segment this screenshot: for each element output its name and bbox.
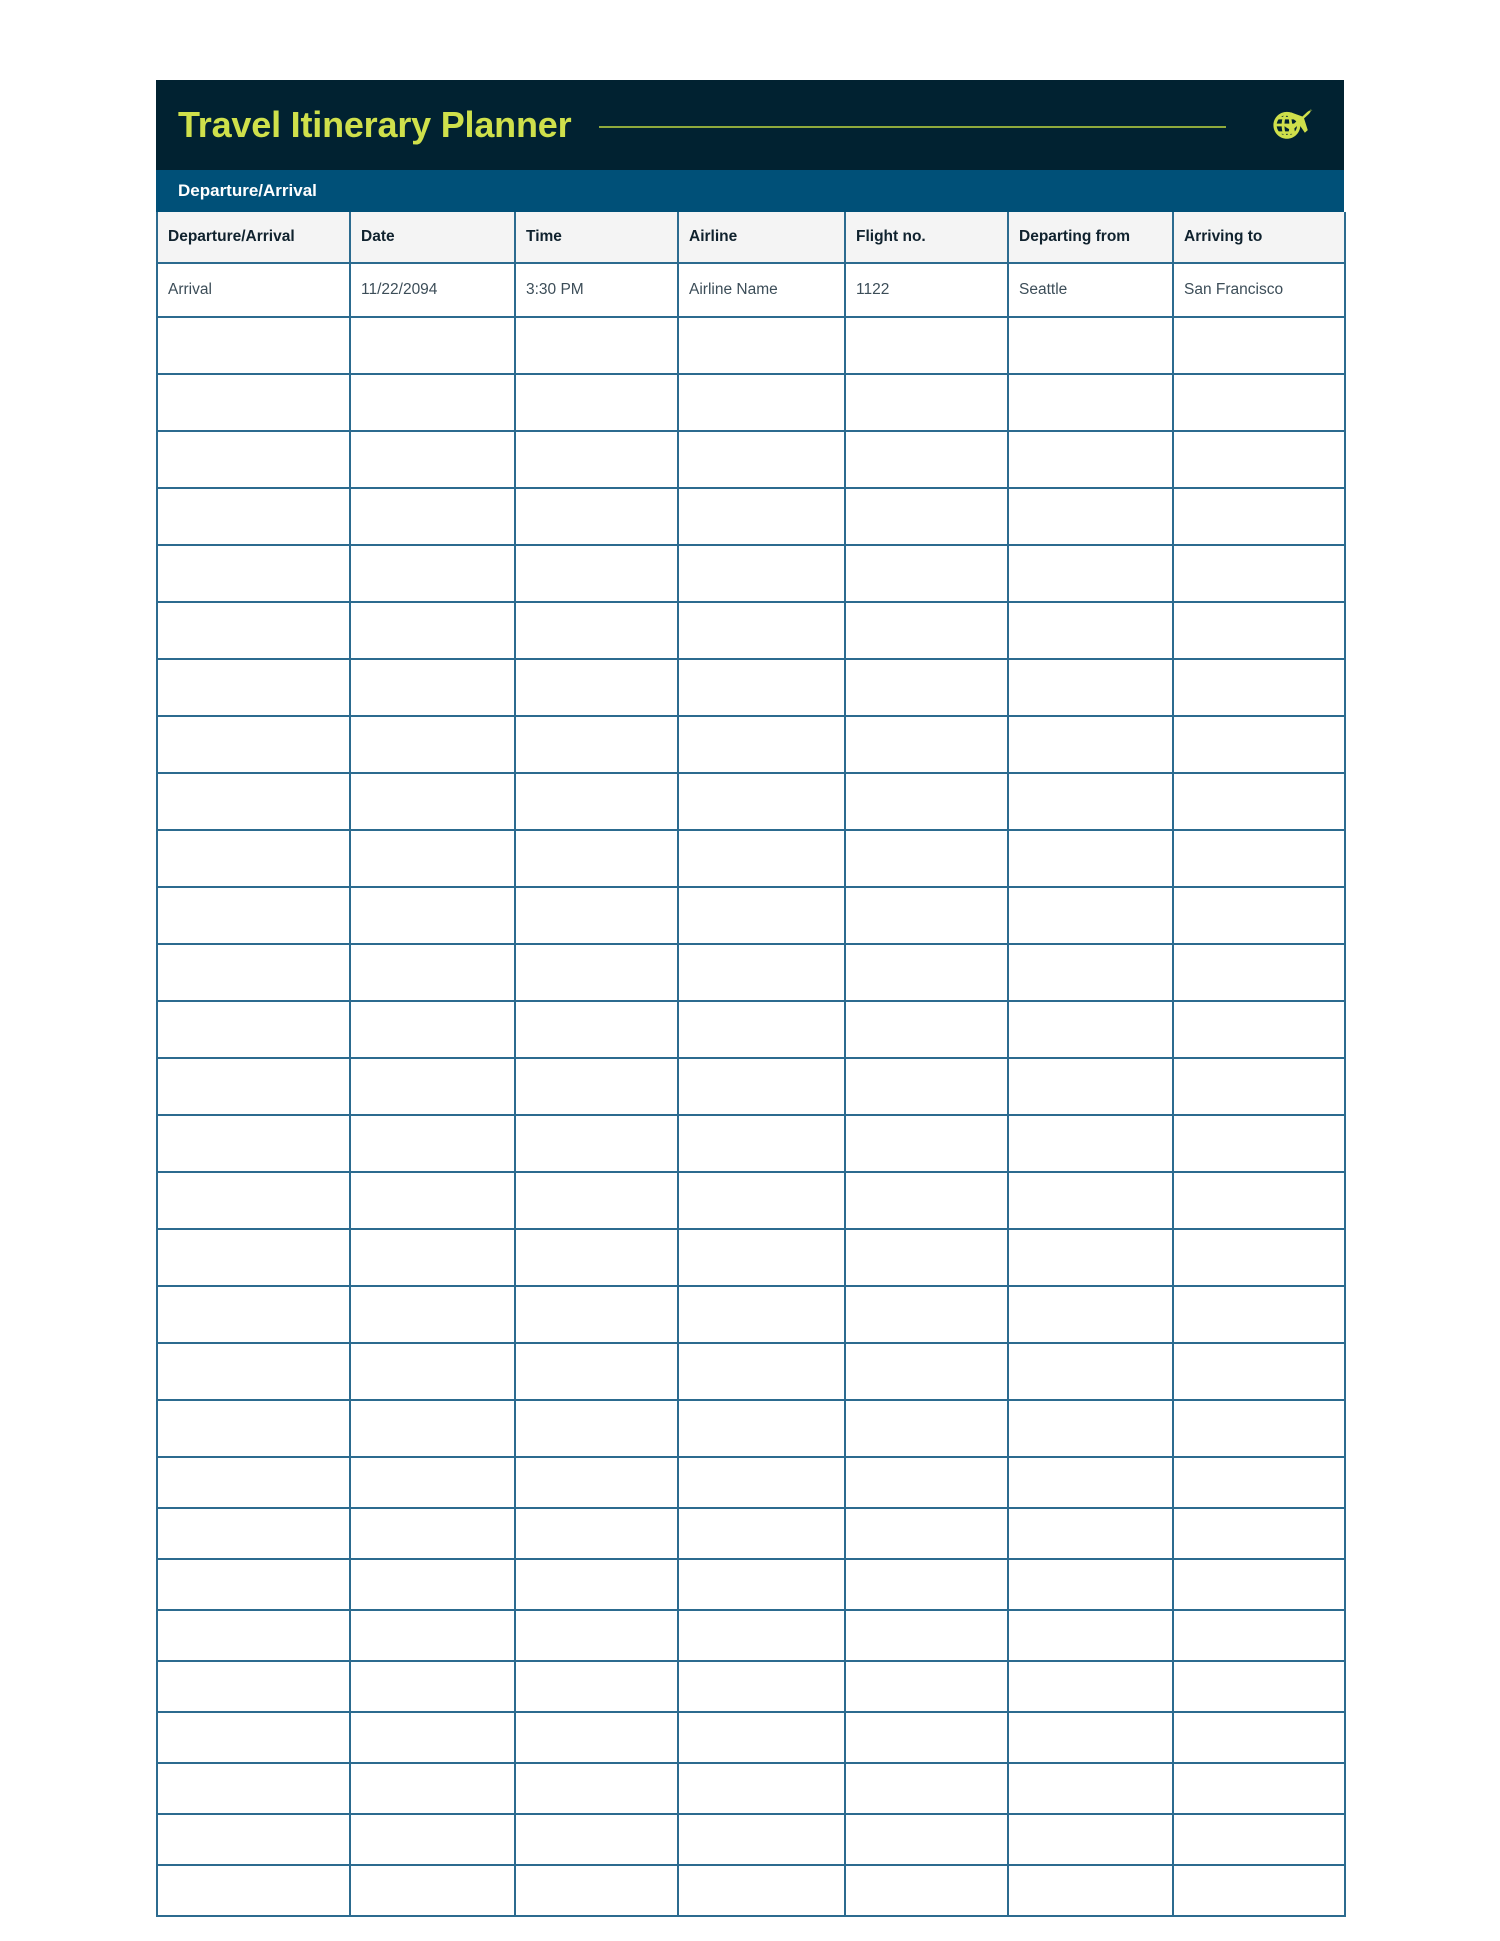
cell-empty[interactable] xyxy=(1008,545,1173,602)
table-row-empty[interactable] xyxy=(157,1763,1345,1814)
cell-empty[interactable] xyxy=(350,1172,515,1229)
cell-empty[interactable] xyxy=(515,1229,678,1286)
column-header-airline: Airline xyxy=(678,212,845,263)
cell-empty[interactable] xyxy=(678,659,845,716)
cell-empty[interactable] xyxy=(1008,887,1173,944)
cell-empty[interactable] xyxy=(515,659,678,716)
cell-empty[interactable] xyxy=(1173,1559,1345,1610)
table-row-empty[interactable] xyxy=(157,1001,1345,1058)
cell-empty[interactable] xyxy=(678,1814,845,1865)
table-row-empty[interactable] xyxy=(157,602,1345,659)
cell-empty[interactable] xyxy=(157,602,350,659)
cell-empty[interactable] xyxy=(845,773,1008,830)
cell-empty[interactable] xyxy=(157,1286,350,1343)
cell-empty[interactable] xyxy=(350,1712,515,1763)
cell-empty[interactable] xyxy=(515,602,678,659)
cell-empty[interactable] xyxy=(1008,1865,1173,1916)
cell-empty[interactable] xyxy=(678,317,845,374)
cell-empty[interactable] xyxy=(157,1400,350,1457)
cell-empty[interactable] xyxy=(845,1559,1008,1610)
cell-empty[interactable] xyxy=(1008,1712,1173,1763)
cell-empty[interactable] xyxy=(515,431,678,488)
cell-empty[interactable] xyxy=(678,1229,845,1286)
table-row-empty[interactable] xyxy=(157,1058,1345,1115)
table-row-empty[interactable] xyxy=(157,1457,1345,1508)
cell-empty[interactable] xyxy=(1008,1814,1173,1865)
cell-empty[interactable] xyxy=(678,1508,845,1559)
cell-empty[interactable] xyxy=(845,1115,1008,1172)
table-row-empty[interactable] xyxy=(157,1400,1345,1457)
table-body xyxy=(157,263,1345,1916)
cell-empty[interactable] xyxy=(157,317,350,374)
cell-empty[interactable] xyxy=(350,1763,515,1814)
cell-empty[interactable] xyxy=(845,374,1008,431)
cell-empty[interactable] xyxy=(845,1001,1008,1058)
cell-empty[interactable] xyxy=(1173,1172,1345,1229)
page-title: Travel Itinerary Planner xyxy=(178,104,572,145)
cell-empty[interactable] xyxy=(515,1115,678,1172)
cell-empty[interactable] xyxy=(350,1814,515,1865)
cell-empty[interactable] xyxy=(1173,1763,1345,1814)
cell-empty[interactable] xyxy=(845,1508,1008,1559)
cell-empty[interactable] xyxy=(678,1400,845,1457)
section-header-departure-arrival xyxy=(156,170,1344,212)
cell-arriving-to[interactable]: San Francisco xyxy=(1173,263,1345,317)
cell-empty[interactable] xyxy=(678,1343,845,1400)
cell-empty[interactable] xyxy=(1173,1400,1345,1457)
cell-empty[interactable] xyxy=(845,830,1008,887)
cell-empty[interactable] xyxy=(678,1058,845,1115)
cell-empty[interactable] xyxy=(515,1661,678,1712)
cell-empty[interactable] xyxy=(678,1172,845,1229)
cell-empty[interactable] xyxy=(350,887,515,944)
cell-empty[interactable] xyxy=(1008,374,1173,431)
cell-empty[interactable] xyxy=(678,1763,845,1814)
cell-empty[interactable] xyxy=(157,374,350,431)
cell-empty[interactable] xyxy=(515,1058,678,1115)
cell-empty[interactable] xyxy=(515,1508,678,1559)
cell-empty[interactable] xyxy=(1173,1661,1345,1712)
table-row-empty[interactable] xyxy=(157,1661,1345,1712)
cell-empty[interactable] xyxy=(845,1814,1008,1865)
cell-empty[interactable] xyxy=(1008,1058,1173,1115)
table-row[interactable] xyxy=(157,263,1345,317)
cell-empty[interactable] xyxy=(678,1712,845,1763)
cell-empty[interactable] xyxy=(157,1058,350,1115)
cell-empty[interactable] xyxy=(515,1712,678,1763)
cell-empty[interactable] xyxy=(515,1172,678,1229)
cell-empty[interactable] xyxy=(515,1400,678,1457)
cell-empty[interactable] xyxy=(678,1559,845,1610)
cell-empty[interactable] xyxy=(845,944,1008,1001)
cell-flight-no[interactable]: 1122 xyxy=(845,263,1008,317)
cell-empty[interactable] xyxy=(845,1229,1008,1286)
cell-empty[interactable] xyxy=(1173,1115,1345,1172)
cell-empty[interactable] xyxy=(1008,1559,1173,1610)
cell-empty[interactable] xyxy=(1173,716,1345,773)
cell-empty[interactable] xyxy=(1173,773,1345,830)
cell-empty[interactable] xyxy=(515,488,678,545)
cell-empty[interactable] xyxy=(1173,1058,1345,1115)
cell-empty[interactable] xyxy=(157,431,350,488)
cell-empty[interactable] xyxy=(157,488,350,545)
cell-empty[interactable] xyxy=(845,602,1008,659)
cell-empty[interactable] xyxy=(1173,1712,1345,1763)
cell-empty[interactable] xyxy=(350,431,515,488)
table-row-empty[interactable] xyxy=(157,887,1345,944)
cell-departing-from[interactable]: Seattle xyxy=(1008,263,1173,317)
cell-empty[interactable] xyxy=(350,1286,515,1343)
cell-empty[interactable] xyxy=(157,1343,350,1400)
table-row-empty[interactable] xyxy=(157,1610,1345,1661)
cell-empty[interactable] xyxy=(678,431,845,488)
cell-empty[interactable] xyxy=(678,1610,845,1661)
cell-empty[interactable] xyxy=(157,773,350,830)
cell-empty[interactable] xyxy=(157,1610,350,1661)
cell-empty[interactable] xyxy=(157,887,350,944)
table-row-empty[interactable] xyxy=(157,1343,1345,1400)
cell-empty[interactable] xyxy=(350,488,515,545)
cell-departure-arrival[interactable]: Arrival xyxy=(157,263,350,317)
cell-empty[interactable] xyxy=(350,1343,515,1400)
column-header-arriving-to: Arriving to xyxy=(1173,212,1345,263)
cell-empty[interactable] xyxy=(678,545,845,602)
cell-empty[interactable] xyxy=(678,716,845,773)
cell-empty[interactable] xyxy=(1173,1286,1345,1343)
cell-empty[interactable] xyxy=(678,830,845,887)
cell-empty[interactable] xyxy=(350,659,515,716)
cell-empty[interactable] xyxy=(1008,602,1173,659)
cell-empty[interactable] xyxy=(1008,1229,1173,1286)
cell-empty[interactable] xyxy=(845,1763,1008,1814)
cell-empty[interactable] xyxy=(350,944,515,1001)
table-row-empty[interactable] xyxy=(157,830,1345,887)
cell-empty[interactable] xyxy=(157,1508,350,1559)
table-row-empty[interactable] xyxy=(157,374,1345,431)
column-header-departure-arrival: Departure/Arrival xyxy=(157,212,350,263)
title-divider-rule xyxy=(599,126,1226,128)
cell-empty[interactable] xyxy=(1008,1400,1173,1457)
cell-empty[interactable] xyxy=(350,545,515,602)
cell-empty[interactable] xyxy=(1173,431,1345,488)
cell-empty[interactable] xyxy=(1008,1172,1173,1229)
cell-empty[interactable] xyxy=(845,317,1008,374)
table-row-empty[interactable] xyxy=(157,488,1345,545)
cell-empty[interactable] xyxy=(157,830,350,887)
cell-empty[interactable] xyxy=(1008,1115,1173,1172)
cell-empty[interactable] xyxy=(1173,1229,1345,1286)
table-row-empty[interactable] xyxy=(157,1865,1345,1916)
cell-empty[interactable] xyxy=(157,1457,350,1508)
cell-empty[interactable] xyxy=(515,716,678,773)
cell-empty[interactable] xyxy=(350,317,515,374)
cell-time[interactable]: 3:30 PM xyxy=(515,263,678,317)
cell-empty[interactable] xyxy=(1008,1763,1173,1814)
table-row-empty[interactable] xyxy=(157,1229,1345,1286)
cell-empty[interactable] xyxy=(157,1814,350,1865)
table-row-empty[interactable] xyxy=(157,1508,1345,1559)
cell-empty[interactable] xyxy=(845,1661,1008,1712)
itinerary-sheet xyxy=(156,80,1344,1917)
cell-empty[interactable] xyxy=(1173,1865,1345,1916)
cell-empty[interactable] xyxy=(157,545,350,602)
cell-empty[interactable] xyxy=(678,374,845,431)
cell-empty[interactable] xyxy=(678,1661,845,1712)
cell-empty[interactable] xyxy=(1008,1343,1173,1400)
cell-empty[interactable] xyxy=(157,1229,350,1286)
cell-empty[interactable] xyxy=(157,944,350,1001)
cell-empty[interactable] xyxy=(1173,488,1345,545)
cell-empty[interactable] xyxy=(515,830,678,887)
column-header-flight-no: Flight no. xyxy=(845,212,1008,263)
cell-empty[interactable] xyxy=(515,1001,678,1058)
cell-empty[interactable] xyxy=(1008,773,1173,830)
cell-empty[interactable] xyxy=(1173,887,1345,944)
cell-empty[interactable] xyxy=(1008,488,1173,545)
cell-empty[interactable] xyxy=(157,1865,350,1916)
cell-empty[interactable] xyxy=(157,1559,350,1610)
table-row-empty[interactable] xyxy=(157,773,1345,830)
table-row-empty[interactable] xyxy=(157,317,1345,374)
cell-empty[interactable] xyxy=(157,659,350,716)
cell-empty[interactable] xyxy=(678,1286,845,1343)
cell-empty[interactable] xyxy=(1008,944,1173,1001)
cell-empty[interactable] xyxy=(350,1610,515,1661)
section-header-label: Departure/Arrival xyxy=(178,181,317,200)
cell-empty[interactable] xyxy=(1173,1610,1345,1661)
cell-empty[interactable] xyxy=(157,716,350,773)
cell-empty[interactable] xyxy=(515,545,678,602)
cell-empty[interactable] xyxy=(845,431,1008,488)
cell-empty[interactable] xyxy=(515,773,678,830)
cell-empty[interactable] xyxy=(845,1286,1008,1343)
table-row-empty[interactable] xyxy=(157,1172,1345,1229)
cell-empty[interactable] xyxy=(515,887,678,944)
cell-empty[interactable] xyxy=(350,1115,515,1172)
cell-empty[interactable] xyxy=(515,1865,678,1916)
cell-empty[interactable] xyxy=(350,1229,515,1286)
cell-empty[interactable] xyxy=(1173,1814,1345,1865)
cell-empty[interactable] xyxy=(350,1508,515,1559)
cell-empty[interactable] xyxy=(1008,716,1173,773)
cell-empty[interactable] xyxy=(845,659,1008,716)
cell-empty[interactable] xyxy=(350,773,515,830)
cell-airline[interactable]: Airline Name xyxy=(678,263,845,317)
cell-empty[interactable] xyxy=(157,1115,350,1172)
cell-empty[interactable] xyxy=(350,1058,515,1115)
cell-empty[interactable] xyxy=(1008,830,1173,887)
column-header-departing-from: Departing from xyxy=(1008,212,1173,263)
table-row-empty[interactable] xyxy=(157,1115,1345,1172)
cell-empty[interactable] xyxy=(678,602,845,659)
cell-empty[interactable] xyxy=(845,1343,1008,1400)
cell-empty[interactable] xyxy=(845,1610,1008,1661)
cell-empty[interactable] xyxy=(515,1814,678,1865)
cell-empty[interactable] xyxy=(1173,1001,1345,1058)
cell-empty[interactable] xyxy=(678,1115,845,1172)
cell-empty[interactable] xyxy=(678,1865,845,1916)
cell-empty[interactable] xyxy=(515,944,678,1001)
cell-empty[interactable] xyxy=(1173,944,1345,1001)
column-header-date: Date xyxy=(350,212,515,263)
cell-empty[interactable] xyxy=(350,1400,515,1457)
cell-empty[interactable] xyxy=(515,1457,678,1508)
table-row-empty[interactable] xyxy=(157,545,1345,602)
cell-empty[interactable] xyxy=(1008,1286,1173,1343)
cell-empty[interactable] xyxy=(678,1001,845,1058)
cell-empty[interactable] xyxy=(845,545,1008,602)
cell-empty[interactable] xyxy=(157,1001,350,1058)
cell-empty[interactable] xyxy=(350,1001,515,1058)
table-row-empty[interactable] xyxy=(157,1712,1345,1763)
cell-empty[interactable] xyxy=(1173,545,1345,602)
title-banner xyxy=(156,80,1344,170)
cell-empty[interactable] xyxy=(350,1457,515,1508)
cell-empty[interactable] xyxy=(515,374,678,431)
cell-empty[interactable] xyxy=(515,1286,678,1343)
cell-empty[interactable] xyxy=(845,716,1008,773)
cell-empty[interactable] xyxy=(1008,1508,1173,1559)
cell-empty[interactable] xyxy=(350,1661,515,1712)
cell-empty[interactable] xyxy=(350,602,515,659)
cell-empty[interactable] xyxy=(1008,1001,1173,1058)
cell-empty[interactable] xyxy=(1173,659,1345,716)
cell-empty[interactable] xyxy=(845,1400,1008,1457)
cell-empty[interactable] xyxy=(350,1559,515,1610)
cell-empty[interactable] xyxy=(845,887,1008,944)
globe-airplane-icon xyxy=(1262,96,1320,154)
table-row-empty[interactable] xyxy=(157,1286,1345,1343)
cell-empty[interactable] xyxy=(1173,374,1345,431)
cell-empty[interactable] xyxy=(1173,1343,1345,1400)
cell-empty[interactable] xyxy=(1008,1661,1173,1712)
cell-empty[interactable] xyxy=(1008,1610,1173,1661)
cell-empty[interactable] xyxy=(350,830,515,887)
table-row-empty[interactable] xyxy=(157,1559,1345,1610)
table-row-empty[interactable] xyxy=(157,431,1345,488)
cell-empty[interactable] xyxy=(1173,317,1345,374)
cell-empty[interactable] xyxy=(157,1661,350,1712)
cell-empty[interactable] xyxy=(515,1763,678,1814)
table-header-row xyxy=(157,212,1345,263)
cell-empty[interactable] xyxy=(845,1865,1008,1916)
cell-empty[interactable] xyxy=(845,1457,1008,1508)
cell-empty[interactable] xyxy=(678,773,845,830)
cell-empty[interactable] xyxy=(845,1172,1008,1229)
cell-empty[interactable] xyxy=(1008,659,1173,716)
cell-empty[interactable] xyxy=(515,1343,678,1400)
cell-empty[interactable] xyxy=(515,1559,678,1610)
column-header-time: Time xyxy=(515,212,678,263)
table-row-empty[interactable] xyxy=(157,659,1345,716)
itinerary-table xyxy=(156,212,1346,1917)
cell-empty[interactable] xyxy=(157,1763,350,1814)
cell-empty[interactable] xyxy=(1173,1457,1345,1508)
cell-empty[interactable] xyxy=(1008,317,1173,374)
cell-empty[interactable] xyxy=(1173,1508,1345,1559)
cell-empty[interactable] xyxy=(845,488,1008,545)
cell-empty[interactable] xyxy=(678,488,845,545)
cell-empty[interactable] xyxy=(678,887,845,944)
cell-empty[interactable] xyxy=(157,1712,350,1763)
cell-empty[interactable] xyxy=(1008,431,1173,488)
cell-empty[interactable] xyxy=(515,317,678,374)
cell-empty[interactable] xyxy=(1008,1457,1173,1508)
cell-empty[interactable] xyxy=(157,1172,350,1229)
table-row-empty[interactable] xyxy=(157,1814,1345,1865)
cell-empty[interactable] xyxy=(350,374,515,431)
table-row-empty[interactable] xyxy=(157,716,1345,773)
cell-date[interactable]: 11/22/2094 xyxy=(350,263,515,317)
cell-empty[interactable] xyxy=(1173,830,1345,887)
cell-empty[interactable] xyxy=(845,1058,1008,1115)
cell-empty[interactable] xyxy=(515,1610,678,1661)
cell-empty[interactable] xyxy=(1173,602,1345,659)
cell-empty[interactable] xyxy=(350,716,515,773)
cell-empty[interactable] xyxy=(678,1457,845,1508)
table-row-empty[interactable] xyxy=(157,944,1345,1001)
cell-empty[interactable] xyxy=(350,1865,515,1916)
cell-empty[interactable] xyxy=(678,944,845,1001)
cell-empty[interactable] xyxy=(845,1712,1008,1763)
